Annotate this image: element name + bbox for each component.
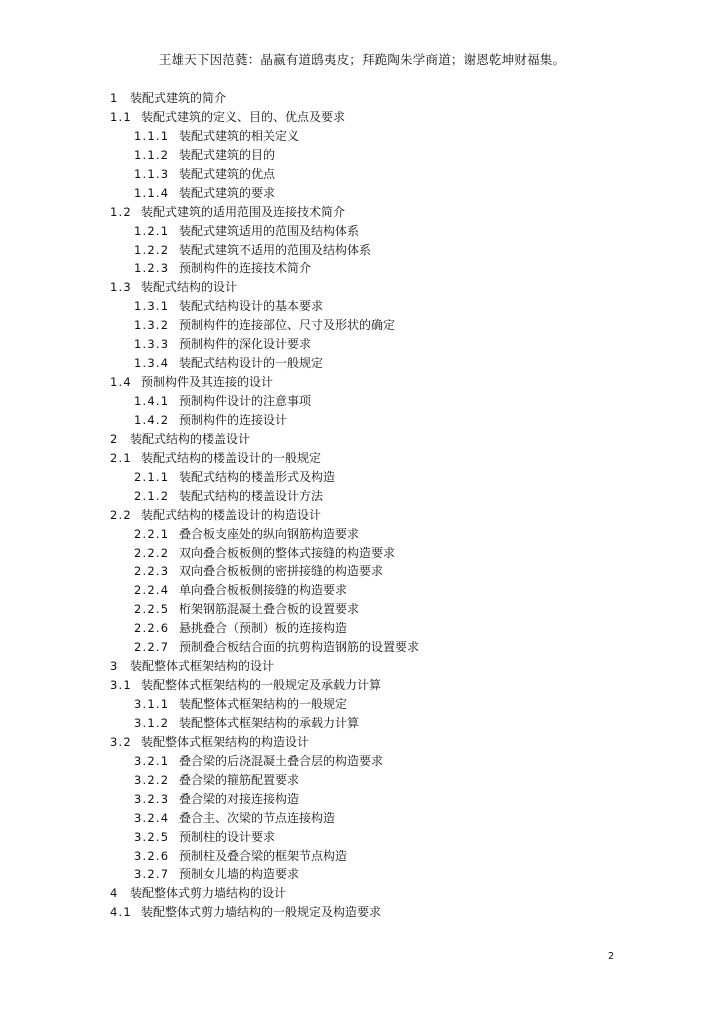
toc-entry-number: 1.1.1 [134,128,170,143]
toc-entry-title: 装配整体式框架结构的构造设计 [141,734,310,749]
toc-entry-number: 1.4.1 [134,394,170,408]
toc-entry-title: 装配式结构的楼盖设计 [130,431,251,446]
toc-entry-title: 预制女儿墙的构造要求 [179,867,300,882]
toc-entry-title: 预制柱的设计要求 [179,829,276,844]
toc-entry-title: 预制柱及叠合梁的框架节点构造 [179,848,348,863]
toc-entry-title: 叠合板支座处的纵向钢筋构造要求 [179,526,360,541]
toc-entry-number: 1.1 [110,109,132,124]
toc-entry-number: 2.2.3 [134,564,170,579]
toc-entry [0,828,724,847]
toc-entry-number: 3.2.1 [134,753,170,768]
toc-entry-title: 装配整体式框架结构的一般规定 [179,697,348,711]
toc-entry [0,809,724,828]
toc-entry-title: 预制构件及其连接的设计 [141,375,274,390]
toc-entry [0,847,724,866]
toc-entry-title: 装配整体式框架结构的一般规定及承载力计算 [141,678,382,693]
toc-entry [0,297,724,316]
toc-entry-title: 预制构件的连接技术简介 [179,261,312,276]
toc-entry-title: 装配式结构的楼盖设计方法 [179,488,324,503]
toc-entry [0,127,724,146]
toc-entry-title: 桁架钢筋混凝土叠合板的设置要求 [179,602,360,617]
toc-entry-title: 装配式建筑不适用的范围及结构体系 [179,242,372,257]
toc-entry-number: 1.3.1 [134,299,170,314]
toc-entry [0,544,724,563]
toc-entry [0,790,724,809]
toc-entry [0,600,724,619]
toc-entry-title: 装配式结构设计的一般规定 [179,356,324,371]
toc-entry-number: 2.1.1 [134,469,170,484]
toc-entry-number: 2.2.6 [134,621,170,636]
toc-entry-number: 2.2.2 [134,545,170,560]
toc-entry-number: 1 [110,91,119,105]
toc-entry [0,259,724,278]
toc-entry [0,392,724,411]
toc-entry-number: 3 [110,659,119,674]
toc-entry [0,771,724,790]
toc-entry-number: 3.2.3 [134,791,170,806]
toc-entry-number: 2.1 [110,450,132,465]
toc-entry [0,354,724,373]
toc-entry-title: 叠合梁的箍筋配置要求 [179,772,300,787]
toc-entry-number: 1.2.3 [134,261,170,276]
toc-entry [0,430,724,449]
toc-entry-title: 装配式建筑的目的 [179,147,276,162]
toc-entry-number: 1.1.2 [134,147,170,162]
toc-entry [0,638,724,657]
toc-entry-title: 装配式结构设计的基本要求 [179,299,324,314]
toc-entry-number: 2 [110,431,119,446]
toc-entry [0,487,724,506]
toc-entry-number: 4.1 [110,905,132,920]
toc-entry-number: 3.2.7 [134,867,170,882]
toc-entry [0,581,724,600]
toc-entry-title: 装配式建筑的优点 [179,166,276,181]
toc-entry [0,903,724,922]
toc-entry-title: 装配式结构的楼盖设计的构造设计 [141,507,322,522]
toc-entry-title: 装配式建筑适用的范围及结构体系 [179,223,360,238]
toc-entry [0,108,724,127]
toc-entry [0,335,724,354]
toc-entry [0,411,724,430]
toc-entry-number: 1.3.2 [134,318,170,333]
toc-entry [0,525,724,544]
toc-entry-title: 装配整体式框架结构的承载力计算 [179,715,360,730]
toc-entry [0,865,724,884]
toc-entry-title: 预制构件的连接设计 [179,412,288,427]
toc-entry-title: 装配整体式剪力墙结构的一般规定及构造要求 [141,905,382,920]
toc-entry [0,222,724,241]
toc-entry-number: 1.1.4 [134,185,170,200]
toc-entry-title: 悬挑叠合（预制）板的连接构造 [179,621,348,636]
page-number: 2 [607,951,614,962]
toc-entry [0,695,724,714]
toc-entry-title: 叠合梁的对接连接构造 [179,791,300,806]
toc-entry [0,184,724,203]
toc-entry-number: 3.1.1 [134,697,170,711]
toc-entry-title: 装配式建筑的定义、目的、优点及要求 [141,109,346,124]
toc-entry-title: 装配式建筑的适用范围及连接技术简介 [141,204,346,219]
toc-entry [0,733,724,752]
toc-entry-number: 2.2.5 [134,602,170,617]
toc-entry [0,506,724,525]
toc-entry-title: 单向叠合板板侧接缝的构造要求 [179,583,348,598]
toc-entry-number: 1.3.3 [134,337,170,352]
toc-entry-number: 2.2.7 [134,640,170,655]
toc-entry [0,657,724,676]
toc-entry-number: 3.2.4 [134,810,170,825]
toc-entry-title: 装配式结构的楼盖设计的一般规定 [141,450,322,465]
toc-entry-number: 1.4 [110,375,132,390]
toc-entry-number: 2.2.1 [134,526,170,541]
toc-entry [0,714,724,733]
toc-entry [0,278,724,297]
toc-entry [0,241,724,260]
toc-entry-number: 1.3.4 [134,356,170,371]
toc-entry-number: 1.2.2 [134,242,170,257]
toc-entry-number: 1.2 [110,204,132,219]
toc-entry [0,884,724,903]
toc-entry-title: 装配式结构的设计 [141,280,238,295]
toc-entry-number: 4 [110,886,119,901]
toc-entry-title: 预制构件的连接部位、尺寸及形状的确定 [179,318,396,333]
toc-entry-number: 1.1.3 [134,166,170,181]
toc-entry [0,449,724,468]
toc-entry-title: 装配整体式框架结构的设计 [130,659,275,674]
toc-entry-title: 预制叠合板结合面的抗剪构造钢筋的设置要求 [179,640,420,655]
toc-entry-title: 装配式建筑的相关定义 [179,128,300,143]
page-header: 王雄天下因范蕤：晶嬴有道鸱夷皮；拜跪陶朱学商道；谢恩乾坤财福集。 [158,52,566,67]
toc-entry-title: 双向叠合板板侧的整体式接缝的构造要求 [179,545,396,560]
toc-entry-number: 2.2 [110,507,132,522]
table-of-contents [0,89,724,922]
toc-entry-number: 3.1.2 [134,715,170,730]
toc-entry-number: 3.1 [110,678,132,693]
toc-entry-number: 1.2.1 [134,223,170,238]
toc-entry [0,562,724,581]
toc-entry-number: 3.2.5 [134,829,170,844]
toc-entry-title: 预制构件的深化设计要求 [179,337,312,352]
toc-entry [0,165,724,184]
toc-entry-title: 装配整体式剪力墙结构的设计 [130,886,287,901]
toc-entry [0,676,724,695]
toc-entry [0,146,724,165]
toc-entry-number: 3.2 [110,734,132,749]
toc-entry-title: 装配式建筑的简介 [130,91,227,105]
toc-entry [0,619,724,638]
toc-entry [0,373,724,392]
toc-entry-number: 1.4.2 [134,412,170,427]
toc-entry-number: 2.1.2 [134,488,170,503]
toc-entry [0,752,724,771]
toc-entry-title: 装配式结构的楼盖形式及构造 [179,469,336,484]
toc-entry-number: 3.2.6 [134,848,170,863]
toc-entry [0,203,724,222]
toc-entry-title: 叠合主、次梁的节点连接构造 [179,810,336,825]
toc-entry-title: 装配式建筑的要求 [179,185,276,200]
toc-entry [0,316,724,335]
toc-entry-title: 叠合梁的后浇混凝土叠合层的构造要求 [179,753,384,768]
toc-entry [0,468,724,487]
toc-entry-number: 3.2.2 [134,772,170,787]
toc-entry-number: 1.3 [110,280,132,295]
toc-entry-title: 预制构件设计的注意事项 [179,394,312,408]
toc-entry-title: 双向叠合板板侧的密拼接缝的构造要求 [179,564,384,579]
toc-entry [0,89,724,108]
toc-entry-number: 2.2.4 [134,583,170,598]
